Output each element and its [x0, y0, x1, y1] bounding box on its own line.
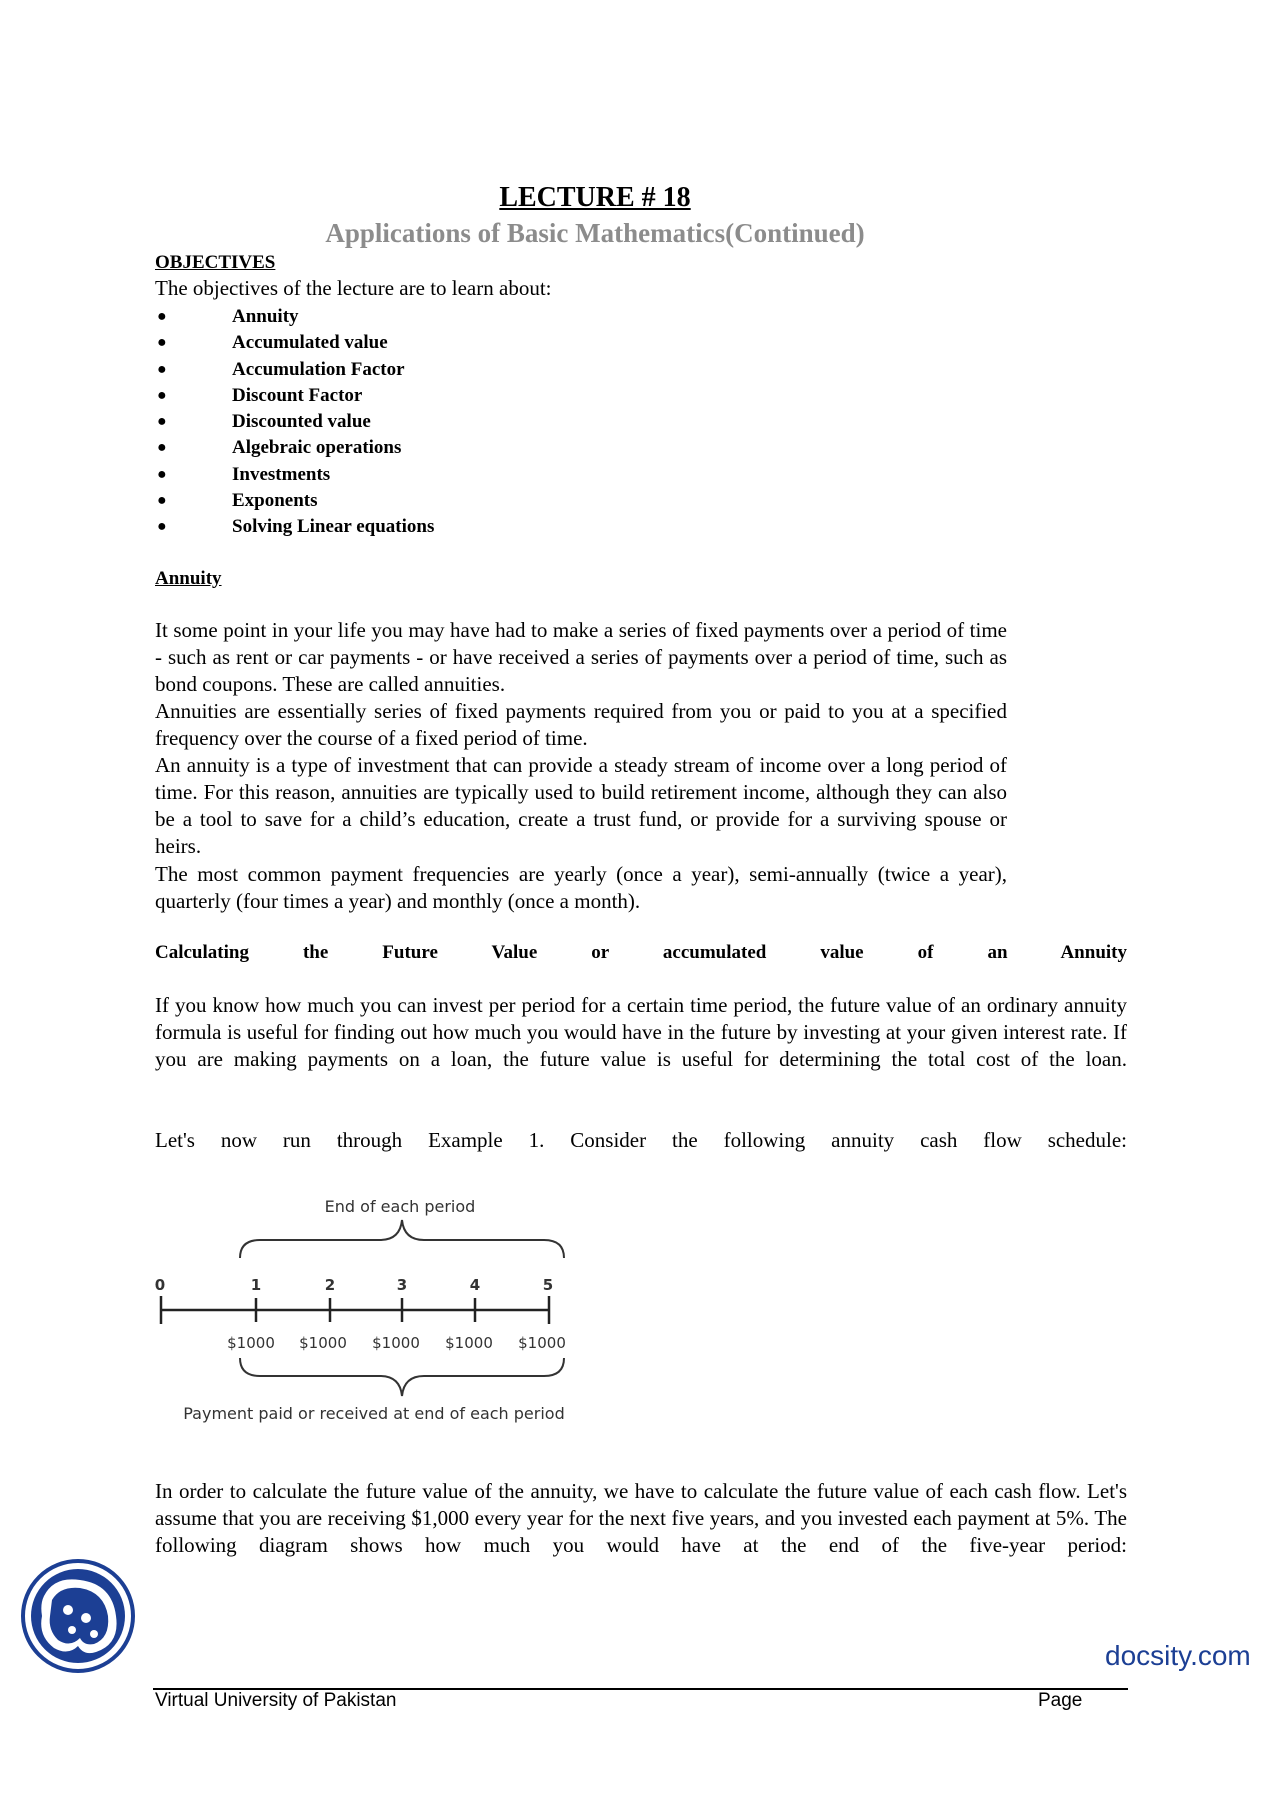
- payment-label: $1000: [518, 1334, 566, 1352]
- list-item: ● Exponents: [155, 488, 434, 514]
- bullet-icon: ●: [157, 360, 167, 378]
- list-item: ● Discounted value: [155, 409, 434, 435]
- docsity-brand-link[interactable]: docsity.com: [1105, 1640, 1251, 1671]
- bullet-icon: ●: [157, 439, 167, 457]
- list-item: ● Accumulation Factor: [155, 357, 434, 383]
- footer-institution: Virtual University of Pakistan: [155, 1690, 397, 1711]
- calculating-heading: Calculating the Future Value or accumulated value of an Annuity: [155, 942, 1127, 963]
- payment-label: $1000: [445, 1334, 493, 1352]
- list-item: ● Discount Factor: [155, 383, 434, 409]
- list-item: ● Annuity: [155, 304, 434, 330]
- bullet-icon: ●: [157, 413, 167, 431]
- bullet-icon: ●: [157, 465, 167, 483]
- payment-label: $1000: [227, 1334, 275, 1352]
- top-brace: [240, 1220, 564, 1258]
- lecture-subtitle: Applications of Basic Mathematics(Continued): [325, 218, 865, 248]
- footer-page-label: Page: [1038, 1690, 1083, 1711]
- annuity-paragraph-1: It some point in your life you may have had to make a series of fixed payments over a period of time - such as rent or car payments - or have received a series of payments over a period of time, such as bond coupons. These are called annuities.: [155, 618, 1007, 696]
- tick-label: 1: [250, 1276, 262, 1294]
- docsity-logo-icon: [20, 1558, 136, 1674]
- annuity-paragraph-4: The most common payment frequencies are yearly (once a year), semi-annually (twice a year), quarterly (four times a year) and monthly (once a month).: [155, 862, 1007, 913]
- list-item: ● Accumulated value: [155, 330, 434, 356]
- annuity-heading: Annuity: [155, 568, 222, 589]
- bullet-icon: ●: [157, 492, 167, 510]
- annuity-paragraph-3: An annuity is a type of investment that can provide a steady stream of income over a long period of time. For this reason, annuities are typically used to build retirement income, although they can also be a tool to save for a child’s education, create a trust fund, or provide for a surviving spouse or heirs.: [155, 753, 1007, 858]
- list-item: ● Solving Linear equations: [155, 514, 434, 540]
- bullet-icon: ●: [157, 308, 167, 325]
- objectives-intro: The objectives of the lecture are to learn about:: [155, 276, 552, 300]
- bullet-icon: ●: [157, 334, 167, 352]
- objectives-heading: OBJECTIVES: [155, 252, 276, 273]
- annuity-paragraph-2: Annuities are essentially series of fixed payments required from you or paid to you at a specified frequency over the course of a fixed period of time.: [155, 699, 1007, 750]
- tick-label: 3: [396, 1276, 408, 1294]
- bullet-icon: ●: [157, 386, 167, 404]
- tick-label: 2: [324, 1276, 336, 1294]
- diagram-top-label: End of each period: [324, 1197, 476, 1216]
- list-item: ● Algebraic operations: [155, 435, 434, 461]
- tick-label: 5: [542, 1276, 554, 1294]
- payment-label: $1000: [299, 1334, 347, 1352]
- calculating-paragraph-2: Let's now run through Example 1. Consider the following annuity cash flow schedule:: [155, 1128, 1127, 1152]
- objectives-list: [155, 304, 434, 541]
- annuity-cash-flow-diagram: [154, 1190, 620, 1430]
- tick-label: 0: [154, 1276, 166, 1294]
- tick-label: 4: [469, 1276, 481, 1294]
- calculating-paragraph-3: In order to calculate the future value of the annuity, we have to calculate the future value of each cash flow. Let's assume that you are receiving $1,000 every year for the next five years, and you invested each payment at 5%. The following diagram shows how much you would have at the end of the five-year period:: [155, 1479, 1127, 1557]
- payment-label: $1000: [372, 1334, 420, 1352]
- bullet-icon: ●: [157, 518, 167, 536]
- diagram-bottom-label: Payment paid or received at end of each period: [183, 1404, 565, 1423]
- list-item: ● Investments: [155, 462, 434, 488]
- calculating-paragraph-1: If you know how much you can invest per period for a certain time period, the future value of an ordinary annuity formula is useful for finding out how much you would have in the future by investing at your given interest rate. If you are making payments on a loan, the future value is useful for determining the total cost of the loan.: [155, 993, 1127, 1071]
- bottom-brace: [240, 1358, 564, 1396]
- lecture-title: LECTURE # 18: [499, 182, 691, 213]
